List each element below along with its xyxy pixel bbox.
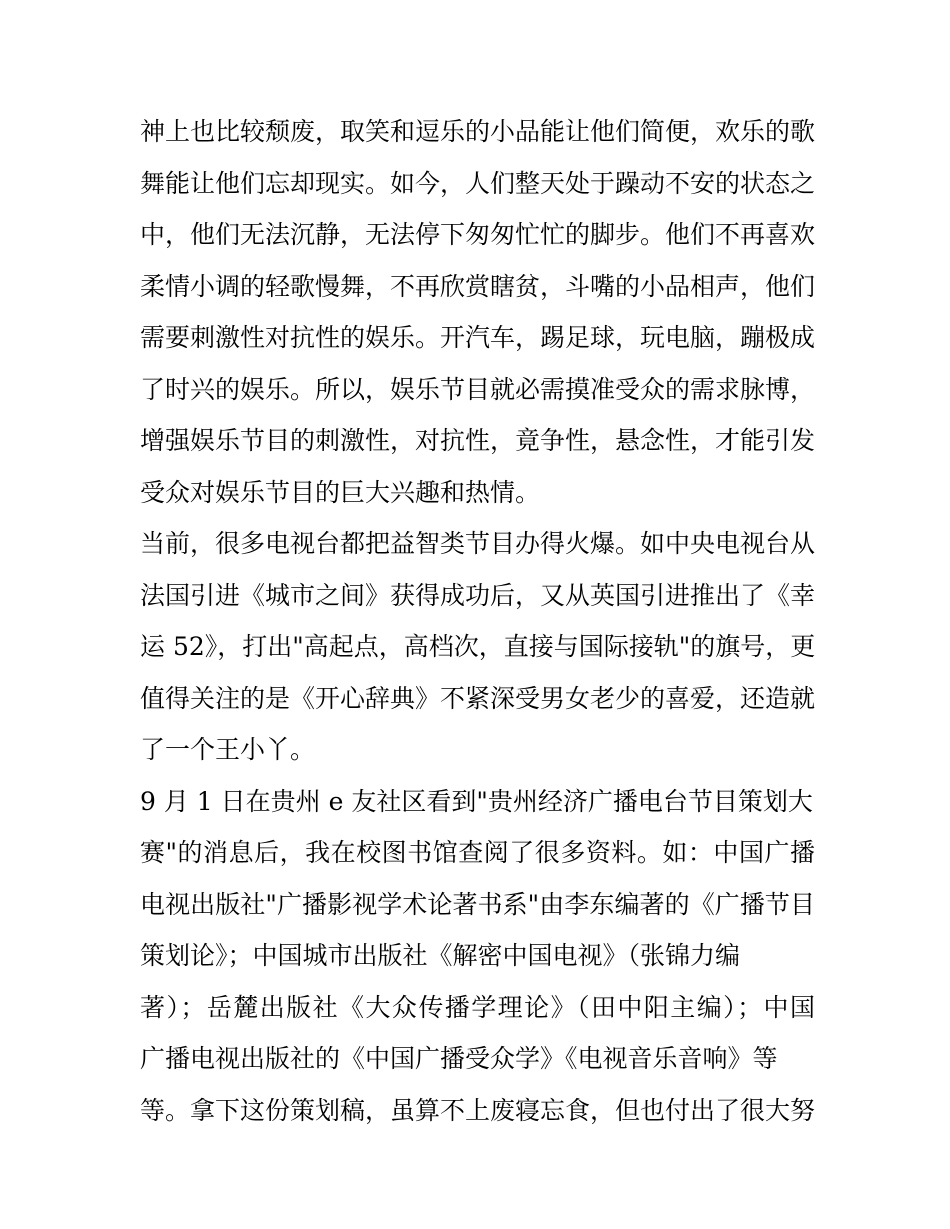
text-line: 策划论》；中国城市出版社《解密中国电视》（张锦力编 [140, 941, 741, 970]
text-line: 值得关注的是《开心辞典》不紧深受男女老少的喜爱，还造就 [140, 683, 816, 713]
text-line: 神上也比较颓废，取笑和逗乐的小品能让他们简便，欢乐的歌 [140, 117, 816, 146]
text-line: 电视出版社"广播影视学术论著书系"由李东编著的《广播节目 [140, 889, 815, 919]
text-line: 了一个王小丫。 [140, 735, 316, 764]
document-body [140, 106, 815, 1136]
text-line: 中，他们无法沉静，无法停下匆匆忙忙的脚步。他们不再喜欢 [140, 220, 816, 249]
text-line: 当前，很多电视台都把益智类节目办得火爆。如中央电视台从 [140, 529, 816, 558]
text-line: 柔情小调的轻歌慢舞，不再欣赏瞎贫，斗嘴的小品相声，他们 [140, 271, 816, 301]
text-line: 了时兴的娱乐。所以，娱乐节目就必需摸准受众的需求脉博， [140, 374, 816, 404]
text-line: 赛"的消息后，我在校图书馆查阅了很多资料。如：中国广播 [140, 838, 815, 867]
text-line: 9 月 1 日在贵州 e 友社区看到"贵州经济广播电台节目策划大 [140, 786, 813, 816]
text-line: 法国引进《城市之间》获得成功后，又从英国引进推出了《幸 [140, 580, 816, 610]
text-line: 需要刺激性对抗性的娱乐。开汽车，踢足球，玩电脑，蹦极成 [140, 323, 816, 352]
text-line: 广播电视出版社的《中国广播受众学》《电视音乐音响》等 [140, 1044, 778, 1073]
text-line: 受众对娱乐节目的巨大兴趣和热情。 [140, 477, 541, 507]
text-line: 等。拿下这份策划稿，虽算不上废寝忘食，但也付出了很大努 [140, 1095, 816, 1125]
text-line: 增强娱乐节目的刺激性，对抗性，竟争性，悬念性，才能引发 [140, 426, 816, 455]
text-line: 运 52》，打出"高起点，高档次，直接与国际接轨"的旗号，更 [140, 632, 816, 661]
text-line: 著）；岳麓出版社《大众传播学理论》（田中阳主编）；中国 [140, 992, 815, 1022]
text-line: 舞能让他们忘却现实。如今，人们整天处于躁动不安的状态之 [140, 168, 816, 198]
